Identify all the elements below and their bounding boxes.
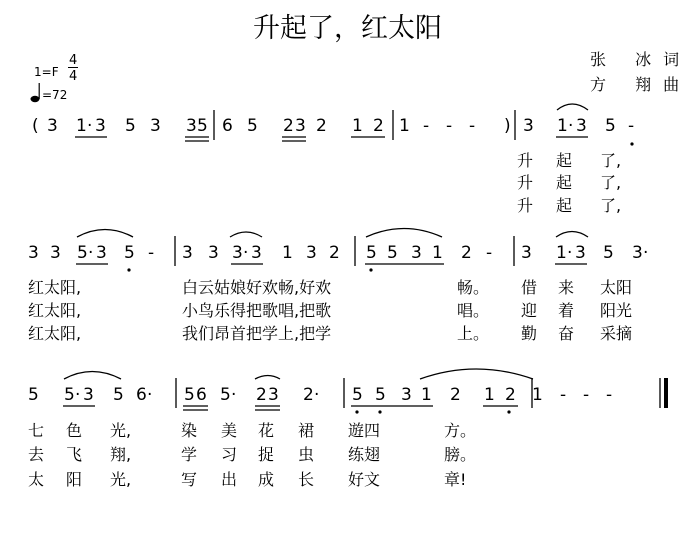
slur	[420, 369, 533, 379]
note-token: 5	[77, 243, 88, 263]
lyric: 采摘	[600, 324, 633, 343]
lyric: 膀。	[444, 445, 477, 464]
final-barline-thick	[664, 378, 668, 408]
note-token: 5	[64, 385, 75, 405]
note-token: ·	[567, 243, 573, 263]
note-token: 3	[47, 116, 58, 136]
slur	[230, 232, 262, 237]
note-token: 2	[316, 116, 327, 136]
note-token: 5	[184, 385, 195, 405]
note-token: 3	[521, 243, 532, 263]
note-token: 3	[306, 243, 317, 263]
dash-token: -	[486, 243, 493, 263]
note-token: 3	[208, 243, 219, 263]
lyric: 色	[66, 421, 83, 440]
note-token: 1	[399, 116, 410, 136]
lyric: 红太阳,	[28, 278, 82, 297]
note-token: 5	[603, 243, 614, 263]
note-token: 5	[220, 385, 231, 405]
lyric: 太	[28, 470, 45, 489]
note-token: 1	[282, 243, 293, 263]
note-token: 5	[124, 243, 135, 263]
note-token: 1	[421, 385, 432, 405]
lyric: 翔,	[110, 445, 132, 464]
lyric: 捉	[258, 445, 275, 464]
note-token: 3	[523, 116, 534, 136]
lyric: 奋	[558, 324, 575, 343]
note-token: 5	[113, 385, 124, 405]
note-token: 2	[256, 385, 267, 405]
lyric: 成	[258, 470, 275, 489]
note-token: 3	[401, 385, 412, 405]
note-token: 3	[186, 116, 197, 136]
lyric: 花	[258, 421, 275, 440]
lyric: 习	[221, 445, 238, 464]
note-token: 2	[505, 385, 516, 405]
note-token: 2	[329, 243, 340, 263]
note-token: ·	[243, 243, 249, 263]
note-token: 5	[387, 243, 398, 263]
note-token: 5	[352, 385, 363, 405]
slur	[255, 376, 280, 380]
dash-token: -	[446, 116, 453, 136]
lyric: 上。	[457, 324, 490, 343]
note-token: 3	[268, 385, 279, 405]
note-token: (	[32, 116, 39, 136]
dash-token: -	[560, 385, 567, 405]
lyric: 红太阳,	[28, 301, 82, 320]
lyric: 小鸟乐得把歌唱,把歌	[182, 301, 332, 320]
slur	[77, 230, 133, 238]
lyric: 迎	[521, 301, 538, 320]
note-token: 2	[461, 243, 472, 263]
note-token: 5	[197, 116, 208, 136]
dash-token: -	[583, 385, 590, 405]
lyricist-credit: 张 冰词	[590, 50, 692, 69]
dash-token: -	[423, 116, 430, 136]
time-signature-bottom: 4	[69, 69, 78, 84]
composer-credit: 方 翔曲	[590, 75, 692, 94]
note-token: 3	[575, 243, 586, 263]
note-token: )	[504, 116, 511, 136]
lyric: 升	[517, 196, 534, 215]
note-token: 3	[632, 243, 643, 263]
tempo-marking: =72	[42, 88, 68, 102]
song-title: 升起了，红太阳	[253, 13, 442, 44]
note-token: 5	[28, 385, 39, 405]
lyric: 起	[556, 196, 573, 215]
lyric: 出	[221, 470, 238, 489]
note-token: 3	[83, 385, 94, 405]
lyric: 章!	[444, 470, 467, 489]
lyric: 方。	[444, 421, 477, 440]
note-token: 1	[484, 385, 495, 405]
lyric: 光,	[110, 421, 132, 440]
lyric: 阳	[66, 470, 83, 489]
note-token: 5	[366, 243, 377, 263]
lyric: 虫	[298, 445, 315, 464]
lyric: 畅。	[457, 278, 490, 297]
lyric: 太阳	[600, 278, 633, 297]
note-token: 6	[136, 385, 147, 405]
note-token: 3	[251, 243, 262, 263]
lyric: 我们昂首把学上,把学	[182, 324, 332, 343]
slur	[556, 232, 588, 238]
note-token: 3	[411, 243, 422, 263]
note-token: 3	[28, 243, 39, 263]
note-token: 5	[605, 116, 616, 136]
lyric: 写	[181, 470, 198, 489]
low-octave-dot	[355, 410, 358, 413]
note-token: 1	[532, 385, 543, 405]
lyric: 升	[517, 151, 534, 170]
note-token: 1	[76, 116, 87, 136]
note-token: 2	[283, 116, 294, 136]
key-signature: 1=F	[34, 65, 59, 79]
note-token: 1	[352, 116, 363, 136]
lyric: 着	[558, 301, 575, 320]
lyric: 升	[517, 173, 534, 192]
note-token: 2	[373, 116, 384, 136]
low-octave-dot	[507, 410, 510, 413]
note-token: 3	[95, 116, 106, 136]
slur	[557, 104, 588, 110]
lyric: 阳光	[600, 301, 633, 320]
lyric: 美	[221, 421, 238, 440]
dash-token: -	[628, 116, 635, 136]
lyric: 光,	[110, 470, 132, 489]
note-token: 3	[50, 243, 61, 263]
lyric: 起	[556, 173, 573, 192]
lyric: 好文	[348, 470, 381, 489]
lyric: 长	[298, 470, 315, 489]
note-token: 3	[295, 116, 306, 136]
lyric: 染	[181, 421, 198, 440]
note-token: ·	[643, 243, 649, 263]
note-token: ·	[147, 385, 153, 405]
low-octave-dot	[630, 142, 633, 145]
lyric: 七	[28, 421, 45, 440]
lyric: 练翅	[348, 445, 381, 464]
lyric: 勤	[521, 324, 538, 343]
lyric: 红太阳,	[28, 324, 82, 343]
lyric: 了,	[600, 196, 622, 215]
lyric: 去	[28, 445, 45, 464]
lyric: 学	[181, 445, 198, 464]
dash-token: -	[606, 385, 613, 405]
lyric: 了,	[600, 151, 622, 170]
lyric: 飞	[66, 445, 83, 464]
note-token: 1	[556, 243, 567, 263]
note-token: ·	[314, 385, 320, 405]
dash-token: -	[148, 243, 155, 263]
note-token: 5	[247, 116, 258, 136]
note-token: 3	[576, 116, 587, 136]
lyric: 了,	[600, 173, 622, 192]
lyric: 遊四	[348, 421, 381, 440]
lyric: 唱。	[457, 301, 490, 320]
lyric: 来	[558, 278, 575, 297]
note-token: ·	[75, 385, 81, 405]
note-token: 5	[125, 116, 136, 136]
note-token: ·	[88, 243, 94, 263]
note-token: 6	[222, 116, 233, 136]
note-token: 2	[303, 385, 314, 405]
note-token: ·	[87, 116, 93, 136]
note-token: ·	[568, 116, 574, 136]
slur	[64, 372, 121, 380]
lyric: 起	[556, 151, 573, 170]
low-octave-dot	[378, 410, 381, 413]
low-octave-dot	[369, 268, 372, 271]
note-token: 5	[375, 385, 386, 405]
note-token: 3	[96, 243, 107, 263]
low-octave-dot	[127, 268, 130, 271]
note-token: 6	[196, 385, 207, 405]
lyric: 裙	[298, 421, 315, 440]
lyric: 白云姑娘好欢畅,好欢	[182, 278, 332, 297]
note-token: 1	[432, 243, 443, 263]
note-token: 3	[182, 243, 193, 263]
dash-token: -	[469, 116, 476, 136]
lyric: 借	[521, 278, 538, 297]
note-token: 3	[232, 243, 243, 263]
note-token: 1	[557, 116, 568, 136]
slur	[366, 229, 442, 238]
note-token: ·	[231, 385, 237, 405]
note-token: 3	[150, 116, 161, 136]
time-signature-top: 4	[69, 53, 78, 68]
note-token: 2	[450, 385, 461, 405]
